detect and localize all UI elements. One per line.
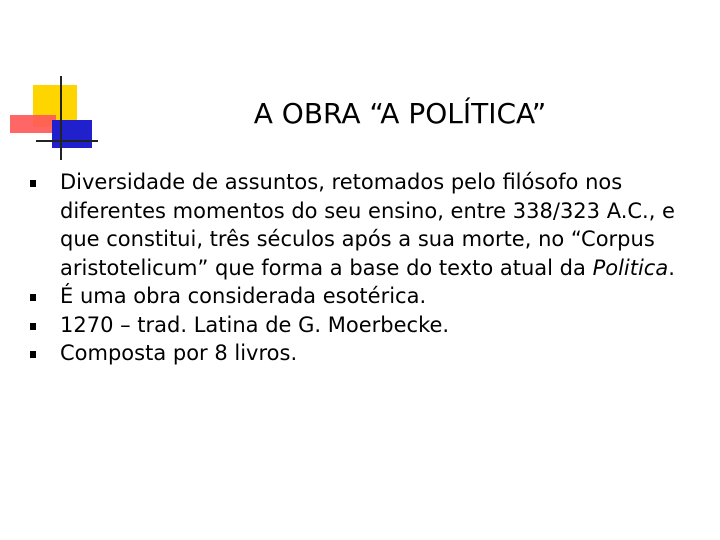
bullet-list — [0, 168, 720, 368]
bullet-text-3: 1270 – trad. Latina de G. Moerbecke. — [60, 312, 450, 337]
bullet-text-1 — [60, 170, 675, 280]
bullet-text-1-end: . — [668, 255, 675, 280]
slide-logo-icon — [0, 0, 110, 170]
square-bullet-icon — [30, 294, 36, 301]
logo-blue-square — [52, 120, 92, 148]
bullet-item-3 — [0, 311, 690, 340]
bullet-text-4: Composta por 8 livros. — [60, 341, 298, 365]
square-bullet-icon — [30, 180, 36, 187]
logo-red-bar — [10, 115, 56, 133]
slide-title: A OBRA “A POLÍTICA” — [253, 97, 547, 130]
square-bullet-icon — [30, 323, 36, 330]
bullet-text-2: É uma obra considerada esotérica. — [60, 284, 427, 308]
bullet-text-1-main: Diversidade de assuntos, retomados pelo filósofo nos diferentes momentos do seu ensino, entre 338/323 A.C., e que constitui, três séculos após a sua morte, no “Corpus aristotelicum” que forma a base do texto atual da — [60, 170, 675, 280]
logo-vertical-line — [60, 76, 62, 160]
logo-horizontal-line — [36, 140, 98, 142]
bullet-item-2 — [0, 282, 690, 311]
bullet-item-1 — [0, 168, 690, 282]
square-bullet-icon — [30, 351, 36, 358]
bullet-item-4 — [0, 339, 690, 368]
bullet-text-1-italic: Politica — [592, 255, 669, 280]
